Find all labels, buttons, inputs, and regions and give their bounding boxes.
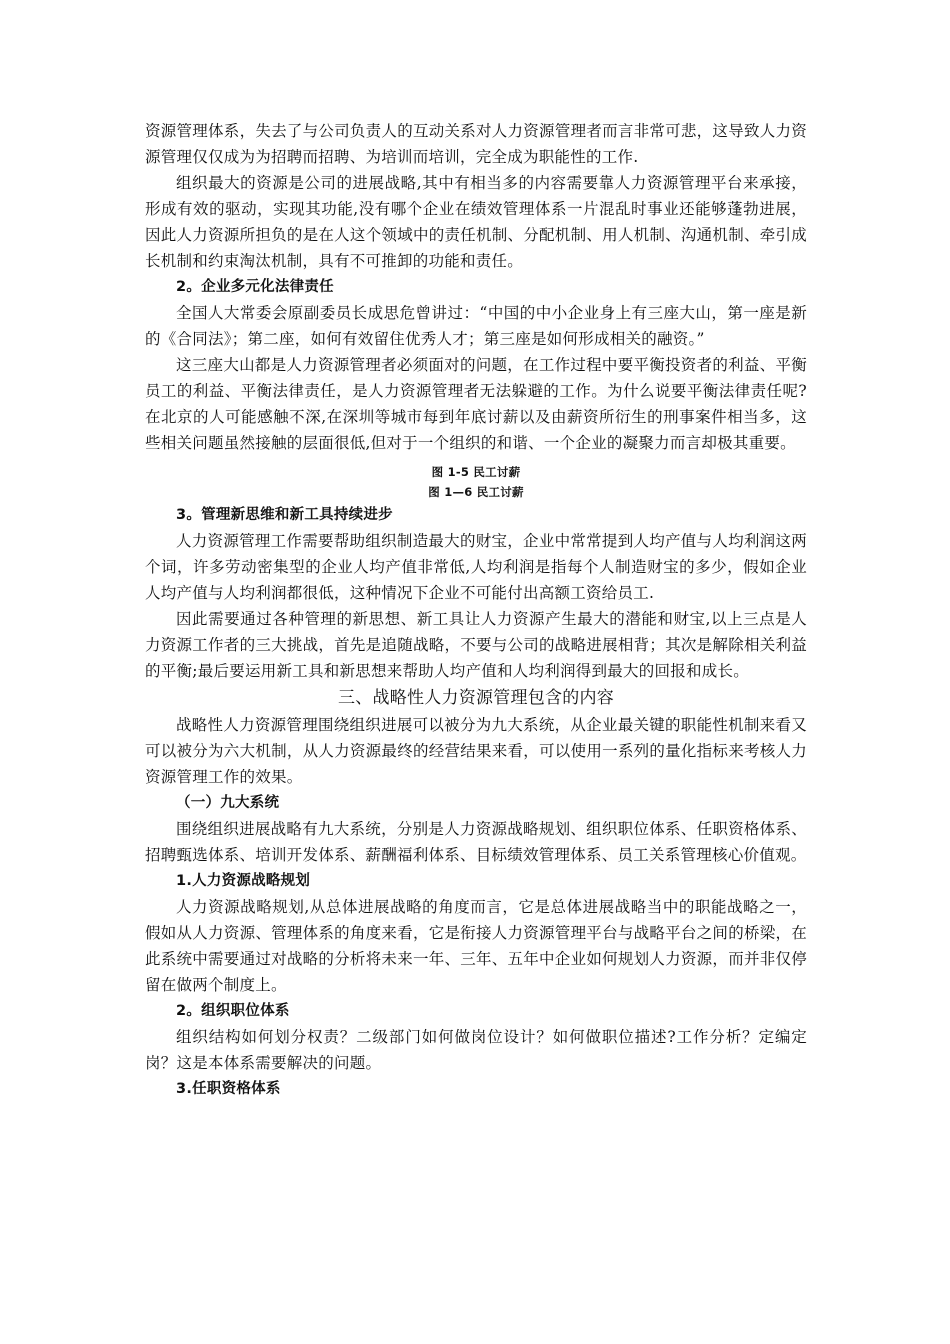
subheading: 3.任职资格体系 bbox=[176, 1081, 281, 1097]
paragraph: 组织结构如何划分权责？二级部门如何做岗位设计？如何做职位描述?工作分析？定编定岗？这是本体系需要解决的问题。 bbox=[145, 1028, 807, 1072]
paragraph: 组织最大的资源是公司的进展战略,其中有相当多的内容需要靠人力资源管理平台来承接，形成有效的驱动，实现其功能,没有哪个企业在绩效管理体系一片混乱时事业还能够蓬勃进展，因此人力资源所担负的是在人这个领域中的责任机制、分配机制、用人机制、沟通机制、牵引成长机制和约束淘汰机制，具有不可推卸的功能和责任。 bbox=[145, 174, 807, 270]
paragraph: 人力资源战略规划,从总体进展战略的角度而言，它是总体进展战略当中的职能战略之一，假如从人力资源、管理体系的角度来看，它是衔接人力资源管理平台与战略平台之间的桥梁，在此系统中需要通过对战略的分析将未来一年、三年、五年中企业如何规划人力资源，而并非仅停留在做两个制度上。 bbox=[145, 898, 807, 994]
subheading: 1.人力资源战略规划 bbox=[176, 873, 311, 889]
paragraph: 因此需要通过各种管理的新思想、新工具让人力资源产生最大的潜能和财宝,以上三点是人力资源工作者的三大挑战，首先是追随战略，不要与公司的战略进展相背；其次是解除相关利益的平衡;最后要运用新工具和新思想来帮助人均产值和人均利润得到最大的回报和成长。 bbox=[145, 610, 807, 680]
subheading: （一）九大系统 bbox=[176, 795, 280, 811]
paragraph: 战略性人力资源管理围绕组织进展可以被分为九大系统，从企业最关键的职能性机制来看又可以被分为六大机制，从人力资源最终的经营结果来看，可以使用一系列的量化指标来考核人力资源管理工作的效果。 bbox=[145, 716, 807, 786]
paragraph: 全国人大常委会原副委员长成思危曾讲过：“中国的中小企业身上有三座大山，第一座是新的《合同法》；第二座，如何有效留住优秀人才；第三座是如何形成相关的融资。” bbox=[145, 304, 807, 348]
section-title: 三、战略性人力资源管理包含的内容 bbox=[338, 688, 614, 708]
paragraph: 围绕组织进展战略有九大系统，分别是人力资源战略规划、组织职位体系、任职资格体系、招聘甄选体系、培训开发体系、薪酬福利体系、目标绩效管理体系、员工关系管理核心价值观。 bbox=[145, 820, 807, 864]
paragraph: 资源管理体系，失去了与公司负责人的互动关系对人力资源管理者而言非常可悲，这导致人力资源管理仅仅成为为招聘而招聘、为培训而培训，完全成为职能性的工作. bbox=[145, 122, 807, 166]
subheading: 2。企业多元化法律责任 bbox=[176, 279, 334, 295]
paragraph: 人力资源管理工作需要帮助组织制造最大的财宝，企业中常常提到人均产值与人均利润这两个词，许多劳动密集型的企业人均产值非常低,人均利润是指每个人制造财宝的多少，假如企业人均产值与人均利润都很低，这种情况下企业不可能付出高额工资给员工. bbox=[145, 532, 807, 602]
figure-caption: 图 1-5 民工讨薪 bbox=[431, 465, 521, 479]
paragraph: 这三座大山都是人力资源管理者必须面对的问题，在工作过程中要平衡投资者的利益、平衡员工的利益、平衡法律责任，是人力资源管理者无法躲避的工作。为什么说要平衡法律责任呢?在北京的人可能感触不深,在深圳等城市每到年底讨薪以及由薪资所衍生的刑事案件相当多，这些相关问题虽然接触的层面很低,但对于一个组织的和谐、一个企业的凝聚力而言却极其重要。 bbox=[145, 356, 807, 452]
figure-caption: 图 1—6 民工讨薪 bbox=[428, 485, 524, 499]
subheading: 2。组织职位体系 bbox=[176, 1003, 290, 1019]
document-body bbox=[145, 118, 807, 1102]
subheading: 3。管理新思维和新工具持续进步 bbox=[176, 507, 393, 523]
